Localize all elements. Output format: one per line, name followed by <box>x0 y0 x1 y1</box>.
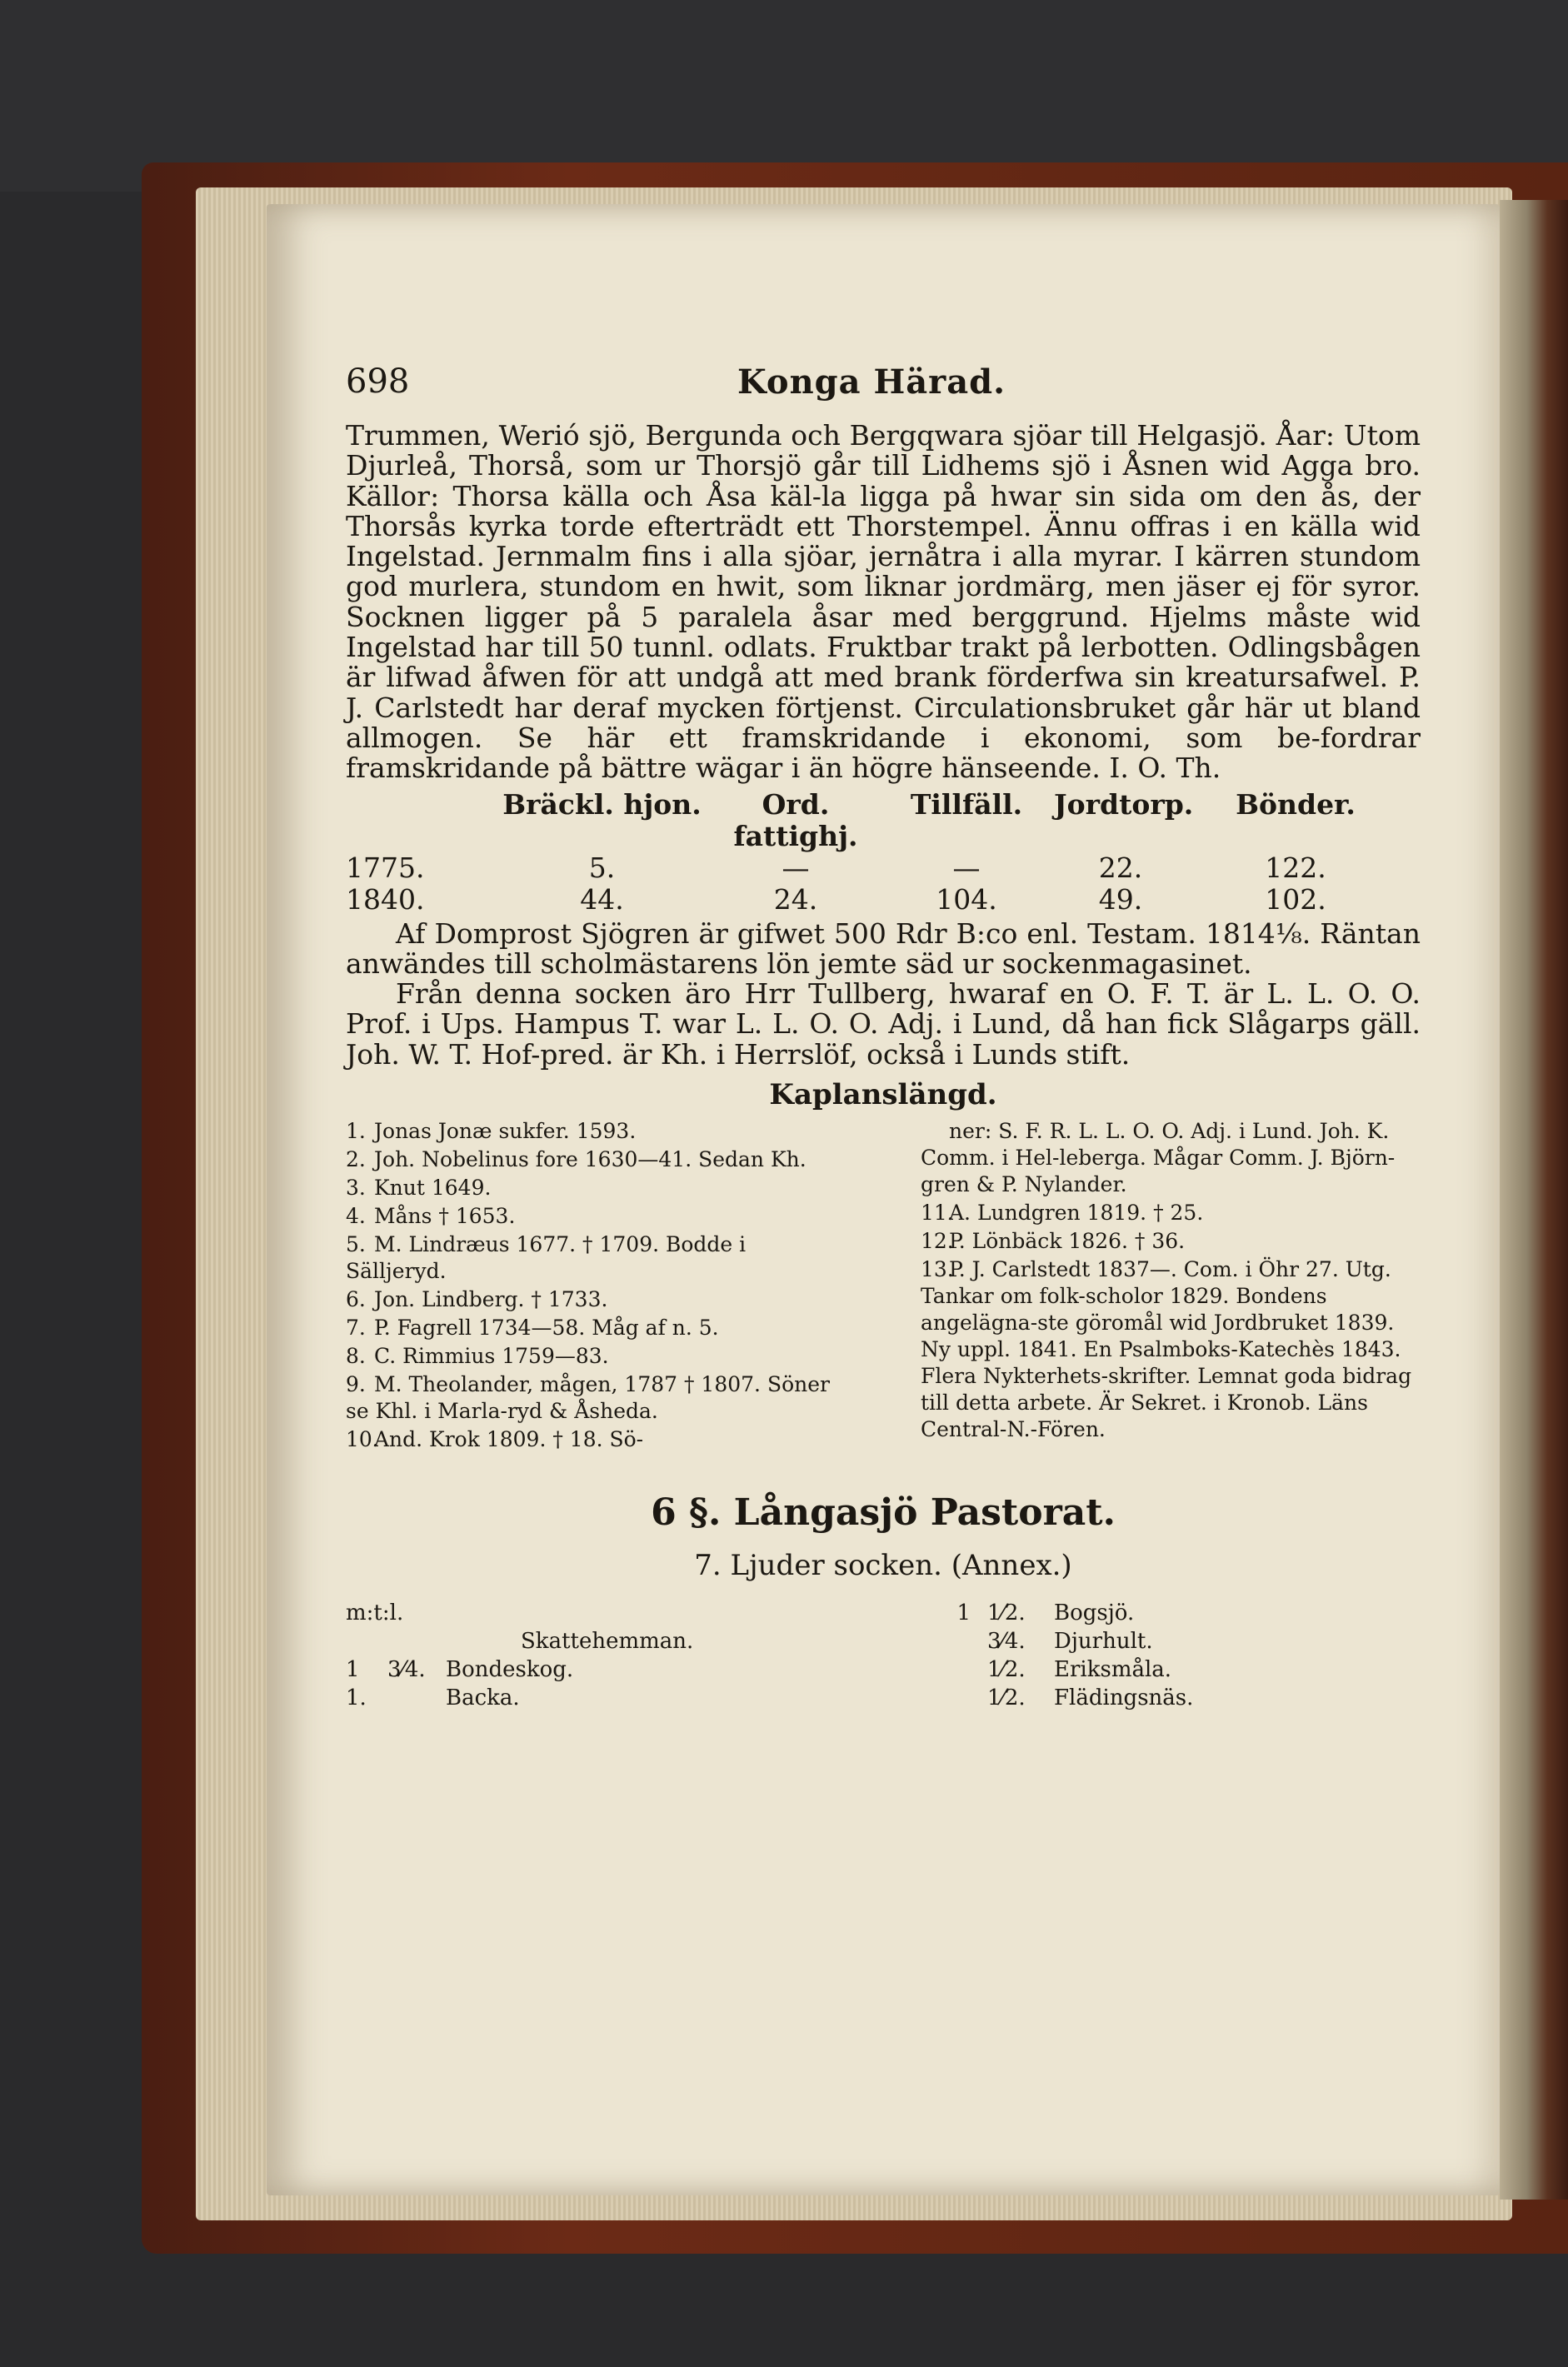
list-item: 1 3⁄4. Bondeskog. <box>346 1657 574 1683</box>
stats-cell: 102. <box>1265 882 1326 916</box>
list-item: 10.And. Krok 1809. † 18. Sö- <box>346 1427 644 1452</box>
kaplan-heading: Kaplanslängd. <box>769 1078 997 1112</box>
stats-cell: 104. <box>936 882 997 916</box>
stats-header: Bräckl. hjon. <box>502 787 702 821</box>
stats-header-row <box>346 789 1421 852</box>
body-text-2 <box>346 916 1421 1071</box>
list-item: 4. Måns † 1653. <box>346 1204 516 1229</box>
body-text <box>346 421 1421 784</box>
stats-row <box>346 852 1421 884</box>
stats-cell: — <box>782 851 810 884</box>
stats-cell: 44. <box>580 882 624 916</box>
list-item: 12.P. Lönbäck 1826. † 36. <box>921 1229 1186 1254</box>
stats-cell: 1840. <box>346 882 425 916</box>
paragraph: Från denna socken äro Hrr Tullberg, hwaraf en O. F. T. är L. L. O. O. Prof. i Ups. Hampus T. war L. L. O. O. Adj. i Lund, då han fick Slågarps gäll. Joh. W. T. Hof-pred. är Kh. i Herrslöf, också i Lunds stift. <box>346 977 1421 1071</box>
paragraph: Trummen, Werió sjö, Bergunda och Bergqwara sjöar till Helgasjö. Åar: Utom Djurleå, Thorså, som ur Thorsjö går till Lidhems sjö i Åsnen wid Agga bro. Källor: Thorsa källa och Åsa käl-la ligga på hwar sin sida om den ås, der Thorsås kyrka torde efterträdt ett Thorstempel. Ännu offras i en källa wid Ingelstad. Jernmalm fins i alla sjöar, jernåtra i alla myrar. I kärren stundom god murlera, stundom en hwit, som liknar jordmärg, men jäser ej för syror. Socknen ligger på 5 paralela åsar med berggrund. Hjelms måste wid Ingelstad har till 50 tunnl. odlats. Fruktbar trakt på lerbotten. Odlingsbågen är lifwad åfwen för att undgå att med brank förderfwa sin kreatursafwel. P. J. Carlstedt har deraf mycken förtjenst. Circulationsbruket går här ut bland allmogen. Se här ett framskridande i ekonomi, som be-fordrar framskridande på bättre wägar i än högre hänseende. I. O. Th. <box>346 419 1421 785</box>
list-item: 11.A. Lundgren 1819. † 25. <box>921 1201 1204 1226</box>
list-item: 2. Joh. Nobelinus fore 1630—41. Sedan Kh. <box>346 1147 806 1172</box>
socken-heading: 7. Ljuder socken. (Annex.) <box>694 1549 1072 1583</box>
stats-cell: 1775. <box>346 851 425 884</box>
stats-row <box>346 884 1421 916</box>
list-item: 9. M. Theolander, mågen, 1787 † 1807. Söner se Khl. i Marla-ryd & Åsheda. <box>346 1372 830 1424</box>
list-item: 13.P. J. Carlstedt 1837—. Com. i Öhr 27. Utg. Tankar om folk-scholor 1829. Bondens angelägna-ste göromål wid Jordbruket 1839. Ny uppl. 1841. En Psalmboks-Katechès 1843. Flera Nykterhets-skrifter. Lemnat goda bidrag till detta arbete. Är Sekret. i Kronob. Läns Central-N.-Fören. <box>921 1257 1412 1442</box>
kaplan-list <box>346 1118 1421 1455</box>
hemman-list <box>346 1599 1421 1712</box>
book-spine-edge <box>1500 200 1568 2200</box>
running-title: Konga Härad. <box>737 362 1006 402</box>
list-item: 3. Knut 1649. <box>346 1176 492 1201</box>
stats-header: Bönder. <box>1236 787 1356 821</box>
list-item: 1⁄2. Flädingsnäs. <box>987 1685 1194 1711</box>
mantal-label: m:t:l. <box>346 1600 404 1626</box>
hemman-right <box>862 1599 1396 1712</box>
stats-cell: 5. <box>588 851 616 884</box>
list-item: 7. P. Fagrell 1734—58. Måg af n. 5. <box>346 1316 719 1341</box>
book-page <box>267 204 1500 2195</box>
kaplan-column-left <box>346 1118 846 1455</box>
stats-table <box>346 789 1421 916</box>
list-item: ner: S. F. R. L. L. O. O. Adj. i Lund. Joh. K. Comm. i Hel-leberga. Mågar Comm. J. Björn-gren & P. Nylander. <box>921 1119 1396 1197</box>
stats-cell: 24. <box>773 882 818 916</box>
list-item: 8. C. Rimmius 1759—83. <box>346 1344 609 1369</box>
list-item: 6. Jon. Lindberg. † 1733. <box>346 1287 608 1312</box>
list-item: 1. Jonas Jonæ sukfer. 1593. <box>346 1119 637 1144</box>
kaplan-column-right <box>921 1118 1421 1455</box>
stats-cell: — <box>952 851 981 884</box>
hemman-left <box>346 1599 862 1712</box>
stats-cell: 22. <box>1098 851 1143 884</box>
page-content <box>346 362 1421 1712</box>
pastorat-heading: 6 §. Långasjö Pastorat. <box>651 1491 1116 1535</box>
stats-header: Tillfäll. <box>910 787 1023 821</box>
skatte-label: Skattehemman. <box>521 1629 694 1655</box>
stats-header: Ord. fattighj. <box>733 787 858 852</box>
list-item: 1⁄2. Eriksmåla. <box>987 1657 1172 1683</box>
list-item: 1. Backa. <box>346 1685 520 1711</box>
list-item: 1 1⁄2. Bogsjö. <box>956 1600 1135 1626</box>
list-item: 3⁄4. Djurhult. <box>987 1629 1153 1655</box>
paragraph: Af Domprost Sjögren är gifwet 500 Rdr B:co enl. Testam. 1814¹⁄₈. Räntan anwändes till scholmästarens lön jemte säd ur sockenmagasinet. <box>346 916 1421 980</box>
running-header <box>346 362 1421 421</box>
stats-header: Jordtorp. <box>1054 787 1194 821</box>
list-item: 5. M. Lindræus 1677. † 1709. Bodde i Sälljeryd. <box>346 1232 747 1284</box>
stats-cell: 122. <box>1265 851 1326 884</box>
stats-cell: 49. <box>1098 882 1143 916</box>
page-number: 698 <box>346 362 410 401</box>
